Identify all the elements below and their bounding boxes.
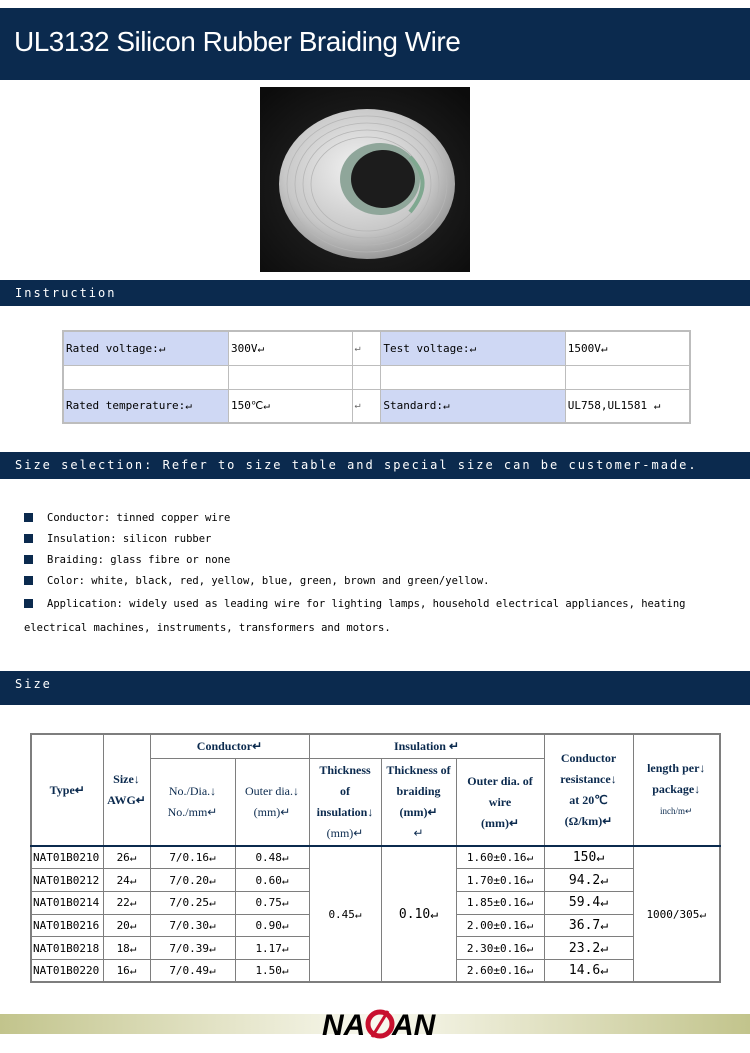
feature-text: Insulation: silicon rubber [47,533,212,545]
awg-cell: 18↵ [103,937,150,960]
test-voltage-value: 1500V↵ [565,331,690,365]
type-header: Type↵ [31,734,103,846]
feature-text: Application: widely used as leading wire for lighting lamps, household electrical appliances, heating electrical machines, instruments, transformers and motors. [24,598,686,634]
feature-item [24,550,734,571]
feature-list [24,508,734,634]
spec-empty-row [63,365,690,389]
braiding-thickness-header: Thickness of braiding (mm)↵ ↵ [381,759,456,847]
svg-text:AN: AN [392,1009,436,1042]
outer-dia-cell: 0.60↵ [235,869,309,892]
rated-voltage-label: Rated voltage:↵ [63,331,229,365]
rated-voltage-value: 300V↵ [229,331,353,365]
cell-mark: ↵ [352,389,381,423]
size-section-header: Size [0,671,750,705]
resistance-cell: 59.4↵ [544,891,633,914]
logo-icon [320,1003,450,1043]
test-voltage-label: Test voltage:↵ [381,331,565,365]
resistance-cell: 36.7↵ [544,914,633,937]
awg-cell: 16↵ [103,959,150,982]
feature-item [24,529,734,550]
awg-cell: 20↵ [103,914,150,937]
spec-row [63,389,690,423]
square-bullet-icon [24,513,33,522]
type-cell: NAT01B0214 [31,891,103,914]
awg-cell: 22↵ [103,891,150,914]
outer-dia-cell: 1.17↵ [235,937,309,960]
outer-dia-cell: 1.50↵ [235,959,309,982]
resistance-cell: 14.6↵ [544,959,633,982]
svg-text:NA: NA [322,1009,366,1042]
wire-outer-dia-cell: 1.60±0.16↵ [456,846,544,869]
insulation-header: Insulation ↵ [309,734,544,759]
page-title: UL3132 Silicon Rubber Braiding Wire [14,26,461,57]
wire-outer-dia-cell: 2.00±0.16↵ [456,914,544,937]
no-dia-header: No./Dia.↓ No./mm↵ [150,759,235,847]
size-table [30,733,721,983]
awg-cell: 26↵ [103,846,150,869]
awg-cell: 24↵ [103,869,150,892]
wire-outer-dia-cell: 2.60±0.16↵ [456,959,544,982]
no-dia-cell: 7/0.16↵ [150,846,235,869]
wire-outer-dia-header: Outer dia. of wire (mm)↵ [456,759,544,847]
resistance-cell: 94.2↵ [544,869,633,892]
empty-cell [565,365,690,389]
empty-cell [63,365,229,389]
feature-text: Braiding: glass fibre or none [47,554,231,566]
square-bullet-icon [24,534,33,543]
square-bullet-icon [24,576,33,585]
rated-temperature-label: Rated temperature:↵ [63,389,229,423]
title-banner [0,8,750,80]
outer-dia-cell: 0.48↵ [235,846,309,869]
spec-table [62,330,691,424]
standard-label: Standard:↵ [381,389,565,423]
rated-temperature-value: 150℃↵ [229,389,353,423]
wire-outer-dia-cell: 2.30±0.16↵ [456,937,544,960]
conductor-header: Conductor↵ [150,734,309,759]
wire-outer-dia-cell: 1.85±0.16↵ [456,891,544,914]
feature-text: Color: white, black, red, yellow, blue, green, brown and green/yellow. [47,575,490,587]
resistance-cell: 150↵ [544,846,633,869]
feature-item [24,508,734,529]
type-cell: NAT01B0216 [31,914,103,937]
no-dia-cell: 7/0.30↵ [150,914,235,937]
no-dia-cell: 7/0.20↵ [150,869,235,892]
awg-header: Size↓ AWG↵ [103,734,150,846]
product-photo [260,87,470,272]
naoan-logo [320,1003,450,1043]
outer-dia-cell: 0.75↵ [235,891,309,914]
type-cell: NAT01B0218 [31,937,103,960]
empty-cell [229,365,353,389]
length-per-package-cell: 1000/305↵ [633,846,720,982]
insulation-thickness-header: Thickness of insulation↓ (mm)↵ [309,759,381,847]
no-dia-cell: 7/0.25↵ [150,891,235,914]
outer-dia-cell: 0.90↵ [235,914,309,937]
type-cell: NAT01B0220 [31,959,103,982]
size-selection-section-header: Size selection: Refer to size table and special size can be customer-made. [0,452,750,479]
no-dia-cell: 7/0.39↵ [150,937,235,960]
braiding-thickness-cell: 0.10↵ [381,846,456,982]
type-cell: NAT01B0210 [31,846,103,869]
table-row [31,846,720,869]
outer-dia-header: Outer dia.↓ (mm)↵ [235,759,309,847]
wire-coil-image [260,87,470,272]
resistance-header: Conductor resistance↓ at 20℃ (Ω/km)↵ [544,734,633,846]
empty-cell [352,365,381,389]
no-dia-cell: 7/0.49↵ [150,959,235,982]
cell-mark: ↵ [352,331,381,365]
empty-cell [381,365,565,389]
length-header: length per↓ package↓ inch/m↵ [633,734,720,846]
resistance-cell: 23.2↵ [544,937,633,960]
feature-item [24,592,734,634]
square-bullet-icon [24,599,33,608]
spec-row [63,331,690,365]
square-bullet-icon [24,555,33,564]
type-cell: NAT01B0212 [31,869,103,892]
feature-text: Conductor: tinned copper wire [47,512,231,524]
instruction-section-header: Instruction [0,280,750,306]
feature-item [24,571,734,592]
wire-outer-dia-cell: 1.70±0.16↵ [456,869,544,892]
insulation-thickness-cell: 0.45↵ [309,846,381,982]
standard-value: UL758,UL1581 ↵ [565,389,690,423]
